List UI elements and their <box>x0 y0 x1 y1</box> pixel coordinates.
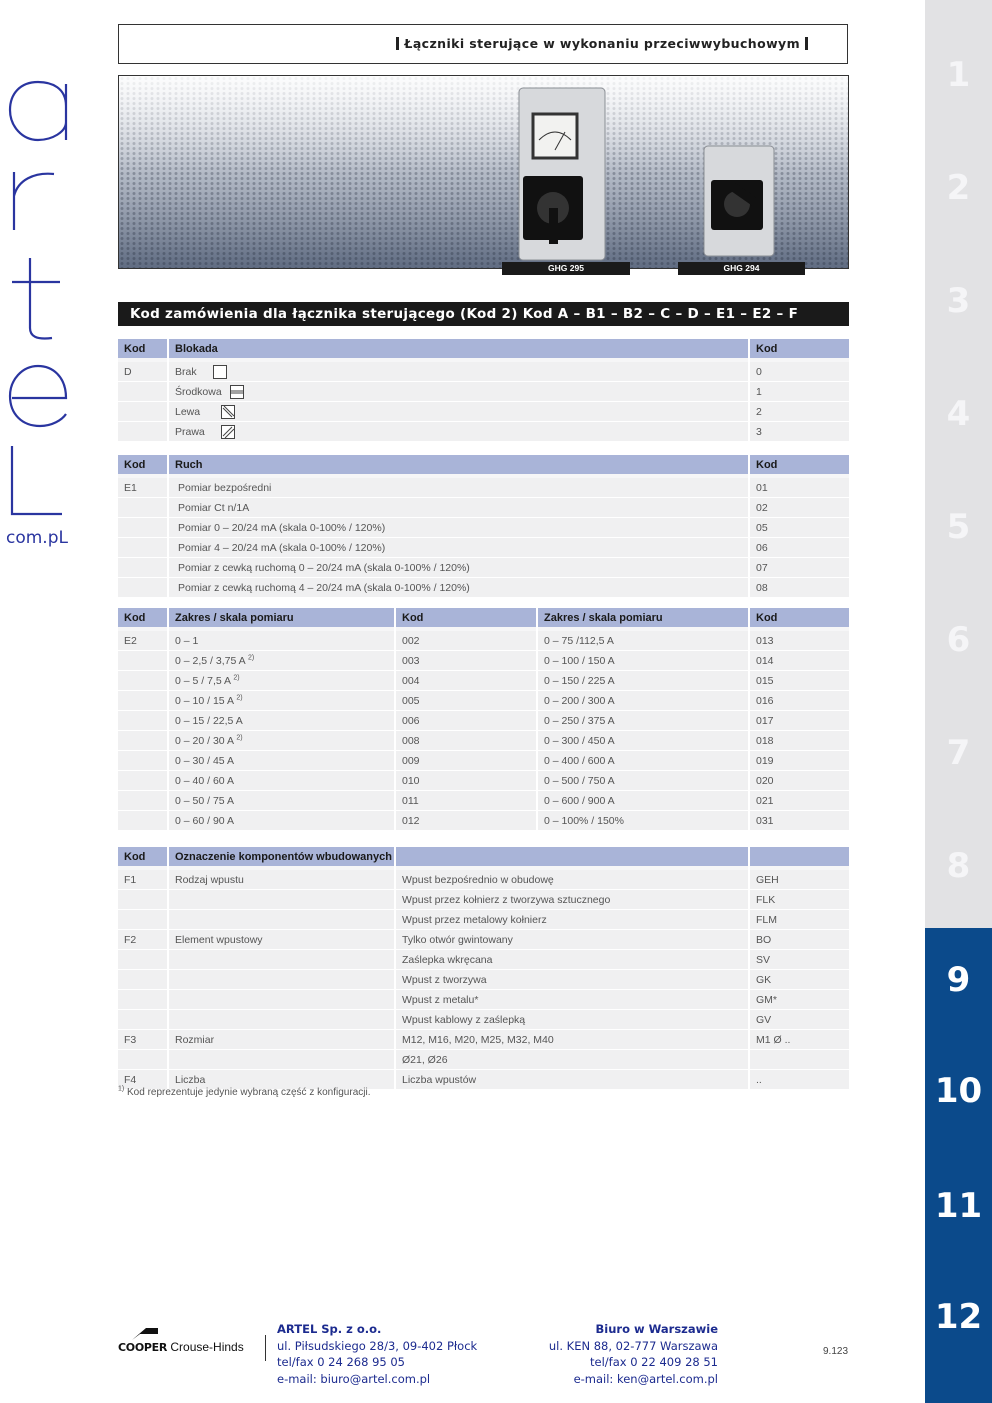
code-2: 018 <box>749 731 849 751</box>
product-photo <box>118 75 849 269</box>
header-zakres: Zakres / skala pomiaru <box>168 608 395 627</box>
table-row <box>118 578 849 598</box>
range-1: 0 – 15 / 22,5 A <box>168 711 395 731</box>
table-row <box>118 671 849 691</box>
row-kod <box>118 950 168 970</box>
row-kod: F1 <box>118 870 168 890</box>
row-kod: F4 <box>118 1070 168 1090</box>
header-kod: Kod <box>749 608 849 627</box>
left-lock-icon <box>221 405 235 419</box>
row-kod: F3 <box>118 1030 168 1050</box>
header-box <box>118 24 848 64</box>
chapter-tab-12[interactable]: 12 <box>925 1261 992 1403</box>
table-row <box>118 422 849 442</box>
code-1: 011 <box>395 791 537 811</box>
table-row <box>118 1030 849 1050</box>
header-oznaczenie: Oznaczenie komponentów wbudowanych <box>168 847 395 866</box>
row-name <box>168 1050 395 1070</box>
table-header-row <box>118 339 849 358</box>
artel-email[interactable]: e-mail: biuro@artel.com.pl <box>277 1371 431 1386</box>
group-code: D <box>118 362 168 382</box>
row-kod <box>118 890 168 910</box>
row-code: 0 <box>749 362 849 382</box>
range-2: 0 – 250 / 375 A <box>537 711 749 731</box>
group-code: E1 <box>118 478 168 498</box>
row-code: 3 <box>749 422 849 442</box>
artel-street: ul. Piłsudskiego 28/3, 09-402 Płock <box>277 1338 478 1353</box>
table-row <box>118 811 849 831</box>
row-code: GV <box>749 1010 849 1030</box>
range-2: 0 – 400 / 600 A <box>537 751 749 771</box>
row-desc: M12, M16, M20, M25, M32, M40 <box>395 1030 749 1050</box>
row-desc: Tylko otwór gwintowany <box>395 930 749 950</box>
chapter-tab-3[interactable]: 3 <box>946 280 971 321</box>
row-code: .. <box>749 1070 849 1090</box>
row-code: BO <box>749 930 849 950</box>
row-kod: F2 <box>118 930 168 950</box>
code-1: 005 <box>395 691 537 711</box>
code-2: 020 <box>749 771 849 791</box>
range-1: 0 – 20 / 30 A $^{2)}$ <box>168 731 395 751</box>
row-code: 1 <box>749 382 849 402</box>
range-2: 0 – 200 / 300 A <box>537 691 749 711</box>
range-1: 0 – 60 / 90 A <box>168 811 395 831</box>
row-desc: Wpust przez kołnierz z tworzywa sztucznego <box>395 890 749 910</box>
table-row <box>118 558 849 578</box>
table-row <box>118 651 849 671</box>
caption-ghg-295: GHG 295 <box>502 262 630 275</box>
table-row <box>118 771 849 791</box>
table-row <box>118 1010 849 1030</box>
header-empty <box>395 847 749 866</box>
code-1: 010 <box>395 771 537 791</box>
row-name <box>168 950 395 970</box>
row-label: Pomiar z cewką ruchomą 0 – 20/24 mA (skala 0-100% / 120%) <box>168 558 749 578</box>
range-2: 0 – 150 / 225 A <box>537 671 749 691</box>
code-2: 013 <box>749 631 849 651</box>
table-row <box>118 930 849 950</box>
code-2: 021 <box>749 791 849 811</box>
row-name <box>168 1010 395 1030</box>
chapter-tab-7[interactable]: 7 <box>946 732 971 773</box>
row-desc: Wpust z tworzywa <box>395 970 749 990</box>
row-desc: Wpust przez metalowy kołnierz <box>395 910 749 930</box>
header-kod: Kod <box>118 339 168 358</box>
table-zakres <box>118 608 849 831</box>
table-row <box>118 498 849 518</box>
artel-logo <box>0 70 80 550</box>
row-kod <box>118 1010 168 1030</box>
row-code <box>749 1050 849 1070</box>
code-2: 017 <box>749 711 849 731</box>
table-ruch <box>118 455 849 598</box>
table-komponenty <box>118 847 849 1090</box>
header-kod: Kod <box>749 455 849 474</box>
chapter-tab-9[interactable]: 9 <box>925 928 992 1031</box>
header-kod: Kod <box>118 847 168 866</box>
right-lock-icon <box>221 425 235 439</box>
row-label: Pomiar 4 – 20/24 mA (skala 0-100% / 120%) <box>168 538 749 558</box>
warsaw-phone: tel/fax 0 22 409 28 51 <box>590 1355 718 1369</box>
row-name: Rodzaj wpustu <box>168 870 395 890</box>
row-name: Liczba <box>168 1070 395 1090</box>
table-row <box>118 910 849 930</box>
chapter-tab-5[interactable]: 5 <box>946 506 971 547</box>
row-code: GK <box>749 970 849 990</box>
artel-company-name: ARTEL Sp. z o.o. <box>277 1322 382 1336</box>
row-label: Prawa <box>168 422 749 442</box>
code-2: 015 <box>749 671 849 691</box>
chapter-tab-4[interactable]: 4 <box>946 393 971 434</box>
range-1: 0 – 40 / 60 A <box>168 771 395 791</box>
code-1: 004 <box>395 671 537 691</box>
warsaw-email[interactable]: e-mail: ken@artel.com.pl <box>573 1371 718 1386</box>
table-row <box>118 631 849 651</box>
warsaw-address <box>520 1321 718 1387</box>
row-name <box>168 890 395 910</box>
header-zakres: Zakres / skala pomiaru <box>537 608 749 627</box>
chapter-tab-10[interactable]: 10 <box>925 1031 992 1151</box>
artel-phone: tel/fax 0 24 268 95 05 <box>277 1355 405 1369</box>
table-row <box>118 1050 849 1070</box>
row-name: Element wpustowy <box>168 930 395 950</box>
row-code: 2 <box>749 402 849 422</box>
cooper-crouse-hinds-logo: COOPER Crouse-Hinds <box>118 1336 244 1350</box>
row-name <box>168 910 395 930</box>
code-1: 009 <box>395 751 537 771</box>
row-code: GM* <box>749 990 849 1010</box>
row-code: 05 <box>749 518 849 538</box>
code-1: 002 <box>395 631 537 651</box>
chapter-nav <box>925 0 992 1403</box>
range-2: 0 – 500 / 750 A <box>537 771 749 791</box>
page-header-title: Łączniki sterujące w wykonaniu przeciwwybuchowym <box>391 36 813 51</box>
row-name <box>168 970 395 990</box>
table-row <box>118 478 849 498</box>
artel-address <box>277 1321 477 1387</box>
page-number: 9.123 <box>823 1346 849 1357</box>
section-title: Kod zamówienia dla łącznika sterującego (Kod 2) Kod A – B1 – B2 – C – D – E1 – E2 – F <box>118 302 849 326</box>
chapter-tab-11[interactable]: 11 <box>925 1151 992 1261</box>
row-kod <box>118 910 168 930</box>
header-kod: Kod <box>118 455 168 474</box>
table-row <box>118 890 849 910</box>
row-label: Pomiar bezpośredni <box>168 478 749 498</box>
chapter-tab-6[interactable]: 6 <box>946 619 971 660</box>
range-1: 0 – 50 / 75 A <box>168 791 395 811</box>
code-2: 031 <box>749 811 849 831</box>
row-kod <box>118 1050 168 1070</box>
row-code: 06 <box>749 538 849 558</box>
range-2: 0 – 300 / 450 A <box>537 731 749 751</box>
code-1: 006 <box>395 711 537 731</box>
row-kod <box>118 970 168 990</box>
table-row <box>118 711 849 731</box>
header-kod: Kod <box>749 339 849 358</box>
table-row <box>118 751 849 771</box>
row-code: 02 <box>749 498 849 518</box>
row-label: Środkowa <box>168 382 749 402</box>
range-2: 0 – 100% / 150% <box>537 811 749 831</box>
table-header-row <box>118 847 849 866</box>
row-code: SV <box>749 950 849 970</box>
row-code: GEH <box>749 870 849 890</box>
table-row <box>118 990 849 1010</box>
row-code: 08 <box>749 578 849 598</box>
product-photo-illustration <box>119 76 849 269</box>
table-row <box>118 870 849 890</box>
table-row <box>118 950 849 970</box>
empty-square-icon <box>213 365 227 379</box>
code-1: 003 <box>395 651 537 671</box>
row-label: Brak <box>168 362 749 382</box>
row-label: Pomiar 0 – 20/24 mA (skala 0-100% / 120%) <box>168 518 749 538</box>
row-kod <box>118 990 168 1010</box>
chapter-tab-8[interactable]: 8 <box>946 845 971 886</box>
range-1: 0 – 10 / 15 A $^{2)}$ <box>168 691 395 711</box>
caption-ghg-294: GHG 294 <box>678 262 805 275</box>
range-2: 0 – 600 / 900 A <box>537 791 749 811</box>
row-name <box>168 990 395 1010</box>
row-name: Rozmiar <box>168 1030 395 1050</box>
row-desc: Ø21, Ø26 <box>395 1050 749 1070</box>
cooper-flag-icon <box>118 1328 158 1340</box>
range-1: 0 – 1 <box>168 631 395 651</box>
header-kod: Kod <box>118 608 168 627</box>
code-1: 008 <box>395 731 537 751</box>
row-code: FLK <box>749 890 849 910</box>
row-desc: Wpust bezpośrednio w obudowę <box>395 870 749 890</box>
code-2: 016 <box>749 691 849 711</box>
row-code: 01 <box>749 478 849 498</box>
row-label: Pomiar z cewką ruchomą 4 – 20/24 mA (skala 0-100% / 120%) <box>168 578 749 598</box>
group-code: E2 <box>118 631 168 651</box>
table-row <box>118 970 849 990</box>
row-desc: Wpust kablowy z zaślepką <box>395 1010 749 1030</box>
header-blokada: Blokada <box>168 339 749 358</box>
range-1: 0 – 2,5 / 3,75 A $^{2)}$ <box>168 651 395 671</box>
table-header-row <box>118 608 849 627</box>
range-1: 0 – 30 / 45 A <box>168 751 395 771</box>
header-kod: Kod <box>395 608 537 627</box>
warsaw-street: ul. KEN 88, 02-777 Warszawa <box>548 1338 718 1353</box>
row-label: Lewa <box>168 402 749 422</box>
range-1: 0 – 5 / 7,5 A $^{2)}$ <box>168 671 395 691</box>
table-row <box>118 538 849 558</box>
row-code: FLM <box>749 910 849 930</box>
row-desc: Wpust z metalu* <box>395 990 749 1010</box>
table-header-row <box>118 455 849 474</box>
warsaw-office-name: Biuro w Warszawie <box>595 1322 718 1336</box>
chapter-tab-2[interactable]: 2 <box>946 167 971 208</box>
table-row <box>118 731 849 751</box>
range-2: 0 – 100 / 150 A <box>537 651 749 671</box>
center-lock-icon <box>230 385 244 399</box>
code-2: 014 <box>749 651 849 671</box>
header-ruch: Ruch <box>168 455 749 474</box>
row-code: 07 <box>749 558 849 578</box>
row-label: Pomiar Ct n/1A <box>168 498 749 518</box>
footer-divider <box>265 1335 266 1361</box>
table-row <box>118 518 849 538</box>
table-row <box>118 791 849 811</box>
code-2: 019 <box>749 751 849 771</box>
row-desc: Liczba wpustów <box>395 1070 749 1090</box>
header-empty <box>749 847 849 866</box>
logo-domain: com.pL <box>6 528 68 548</box>
row-code: M1 Ø .. <box>749 1030 849 1050</box>
table-row <box>118 402 849 422</box>
table-row <box>118 362 849 382</box>
table-blokada <box>118 339 849 442</box>
footnote: $^{1)}$ Kod reprezentuje jedynie wybraną część z konfiguracji. <box>118 1085 371 1098</box>
code-1: 012 <box>395 811 537 831</box>
table-row <box>118 382 849 402</box>
chapter-tab-1[interactable]: 1 <box>946 54 971 95</box>
table-row <box>118 691 849 711</box>
row-desc: Zaślepka wkręcana <box>395 950 749 970</box>
range-2: 0 – 75 /112,5 A <box>537 631 749 651</box>
